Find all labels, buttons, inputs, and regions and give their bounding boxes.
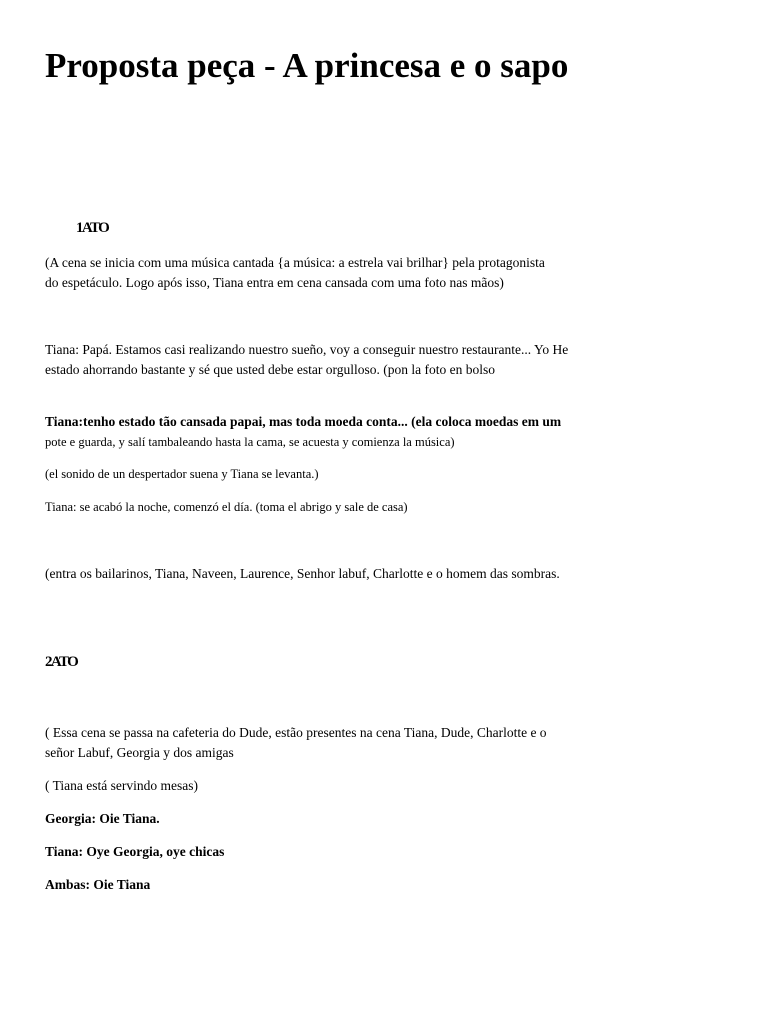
act1-line-coins-bold: Tiana:tenho estado tão cansada papai, mas toda moeda conta... (ela coloca moedas em um xyxy=(45,414,562,429)
act2-line-ambas: Ambas: Oie Tiana xyxy=(45,877,151,892)
document-title: Proposta peça - A princesa e o sapo xyxy=(45,46,569,85)
act1-line-coins xyxy=(45,412,575,452)
act1-line-coins-rest: pote e guarda, y salí tambaleando hasta la cama, se acuesta y comienza la música) xyxy=(45,435,455,449)
act2-line-tiana: Tiana: Oye Georgia, oye chicas xyxy=(45,844,225,859)
act1-dancers-direction: (entra os bailarinos, Tiana, Naveen, Laurence, Senhor labuf, Charlotte e o homem das sombras. xyxy=(45,566,560,581)
act2-stage-direction: ( Tiana está servindo mesas) xyxy=(45,778,198,793)
act1-alarm-direction: (el sonido de un despertador suena y Tiana se levanta.) xyxy=(45,467,319,481)
act1-line-morning: Tiana: se acabó la noche, comenzó el día. (toma el abrigo y sale de casa) xyxy=(45,500,408,514)
act2-intro: ( Essa cena se passa na cafeteria do Dude, estão presentes na cena Tiana, Dude, Charlotte e o señor Labuf, Georgia y dos amigas xyxy=(45,725,547,760)
act1-heading: 1ATO xyxy=(76,220,109,236)
act1-line-papa: Tiana: Papá. Estamos casi realizando nuestro sueño, voy a conseguir nuestro restaurante... Yo He estado ahorrando bastante y sé que usted debe estar orgulloso. (pon la foto en bolso xyxy=(45,342,569,377)
act1-intro: (A cena se inicia com uma música cantada {a música: a estrela vai brilhar} pela protagonista do espetáculo. Logo após isso, Tiana entra em cena cansada com uma foto nas mãos) xyxy=(45,255,545,290)
act2-line-georgia: Georgia: Oie Tiana. xyxy=(45,811,160,826)
act2-heading: 2ATO xyxy=(45,654,78,670)
